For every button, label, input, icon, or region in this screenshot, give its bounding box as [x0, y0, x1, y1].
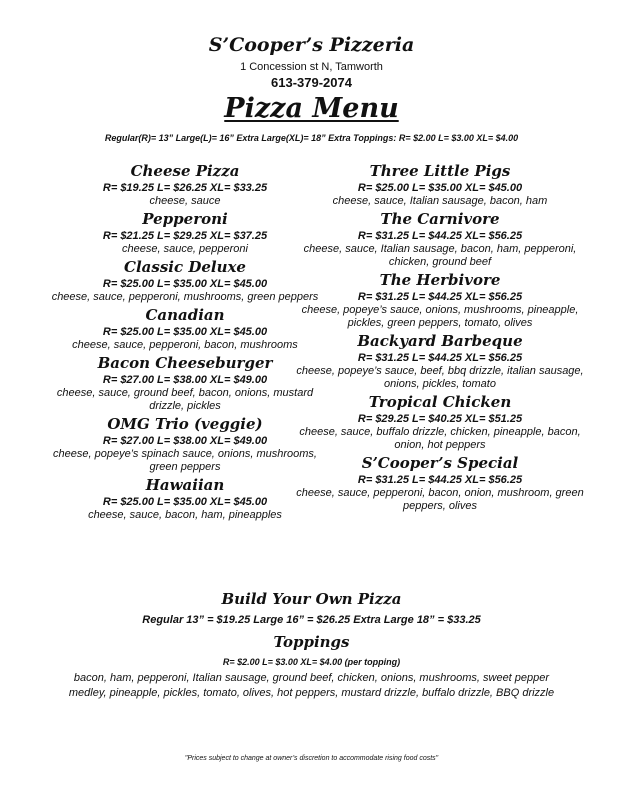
menu-item-description: cheese, sauce, ground beef, bacon, onions, mustard drizzle, pickles — [56, 387, 314, 412]
menu-item-description: cheese, sauce, Italian sausage, bacon, ham, pepperoni, chicken, ground beef — [303, 243, 577, 268]
right-menu-column — [290, 160, 590, 513]
menu-item-name: The Carnivore — [380, 210, 500, 228]
size-legend: Regular(R)= 13” Large(L)= 16” Extra Large(XL)= 18” Extra Toppings: R= $2.00 L= $3.00 XL= $4.00 — [104, 133, 519, 143]
menu-item-prices: R= $27.00 L= $38.00 XL= $49.00 — [102, 435, 268, 447]
menu-item — [290, 454, 590, 513]
menu-item-description: cheese, sauce — [149, 195, 221, 207]
business-phone: 613-379-2074 — [271, 75, 352, 90]
menu-item-description: cheese, sauce, pepperoni, bacon, mushrooms — [72, 339, 298, 351]
business-address: 1 Concession st N, Tamworth — [240, 61, 383, 73]
menu-item-name: Three Little Pigs — [369, 162, 511, 180]
menu-item-description: cheese, popeye’s spinach sauce, onions, mushrooms, green peppers — [53, 448, 317, 473]
menu-item-prices: R= $25.00 L= $35.00 XL= $45.00 — [102, 326, 268, 338]
toppings-title: Toppings — [273, 633, 350, 651]
build-your-own-title: Build Your Own Pizza — [221, 590, 402, 608]
menu-item-name: OMG Trio (veggie) — [107, 415, 263, 433]
menu-item-description: cheese, sauce, pepperoni, mushrooms, green peppers — [51, 291, 319, 303]
menu-item-prices: R= $19.25 L= $26.25 XL= $33.25 — [102, 182, 268, 194]
toppings-list: bacon, ham, pepperoni, Italian sausage, ground beef, chicken, onions, mushrooms, sweet pepper medley, pineapple, pickles, tomato, olives, hot peppers, mustard drizzle, buffalo drizzle, BBQ drizzle — [68, 672, 555, 699]
menu-item — [290, 162, 590, 208]
business-name: S’Cooper’s Pizzeria — [208, 34, 415, 56]
menu-item-description: cheese, sauce, bacon, ham, pineapples — [88, 509, 282, 521]
menu-item-name: S’Cooper’s Special — [361, 454, 519, 472]
menu-item — [290, 271, 590, 330]
menu-item — [290, 393, 590, 452]
menu-item-prices: R= $31.25 L= $44.25 XL= $56.25 — [357, 230, 523, 242]
menu-item — [290, 332, 590, 391]
menu-item-name: Canadian — [145, 306, 225, 324]
menu-item-prices: R= $25.00 L= $35.00 XL= $45.00 — [357, 182, 523, 194]
menu-item-name: The Herbivore — [379, 271, 501, 289]
menu-item-description: cheese, sauce, pepperoni — [122, 243, 248, 255]
menu-item-description: cheese, sauce, pepperoni, bacon, onion, mushroom, green peppers, olives — [296, 487, 584, 512]
menu-item — [290, 210, 590, 269]
menu-item-prices: R= $31.25 L= $44.25 XL= $56.25 — [357, 474, 523, 486]
menu-item-name: Pepperoni — [142, 210, 228, 228]
menu-item-description: cheese, popeye’s sauce, beef, bbq drizzle, italian sausage, onions, pickles, tomato — [296, 365, 584, 390]
menu-item-name: Hawaiian — [145, 476, 225, 494]
menu-item-prices: R= $31.25 L= $44.25 XL= $56.25 — [357, 352, 523, 364]
menu-item-prices: R= $25.00 L= $35.00 XL= $45.00 — [102, 496, 268, 508]
menu-item-description: cheese, sauce, Italian sausage, bacon, ham — [332, 195, 548, 207]
menu-item-prices: R= $25.00 L= $35.00 XL= $45.00 — [102, 278, 268, 290]
menu-item-name: Classic Deluxe — [124, 258, 246, 276]
menu-item-prices: R= $27.00 L= $38.00 XL= $49.00 — [102, 374, 268, 386]
build-your-own-prices: Regular 13” = $19.25 Large 16” = $26.25 Extra Large 18” = $33.25 — [142, 614, 481, 626]
menu-item-name: Bacon Cheeseburger — [97, 354, 273, 372]
menu-item-prices: R= $21.25 L= $29.25 XL= $37.25 — [102, 230, 268, 242]
menu-item-name: Tropical Chicken — [368, 393, 512, 411]
menu-item-description: cheese, sauce, buffalo drizzle, chicken, pineapple, bacon, onion, hot peppers — [299, 426, 581, 451]
menu-title: Pizza Menu — [224, 93, 399, 124]
menu-item-name: Backyard Barbeque — [357, 332, 523, 350]
toppings-price: R= $2.00 L= $3.00 XL= $4.00 (per topping) — [222, 657, 401, 667]
menu-item-description: cheese, popeye’s sauce, onions, mushrooms, pineapple, pickles, green peppers, tomato, olives — [301, 304, 579, 329]
price-disclaimer: "Prices subject to change at owner’s discretion to accommodate rising food costs" — [184, 755, 439, 762]
menu-item-prices: R= $31.25 L= $44.25 XL= $56.25 — [357, 291, 523, 303]
menu-item-prices: R= $29.25 L= $40.25 XL= $51.25 — [357, 413, 523, 425]
menu-item-name: Cheese Pizza — [130, 162, 240, 180]
